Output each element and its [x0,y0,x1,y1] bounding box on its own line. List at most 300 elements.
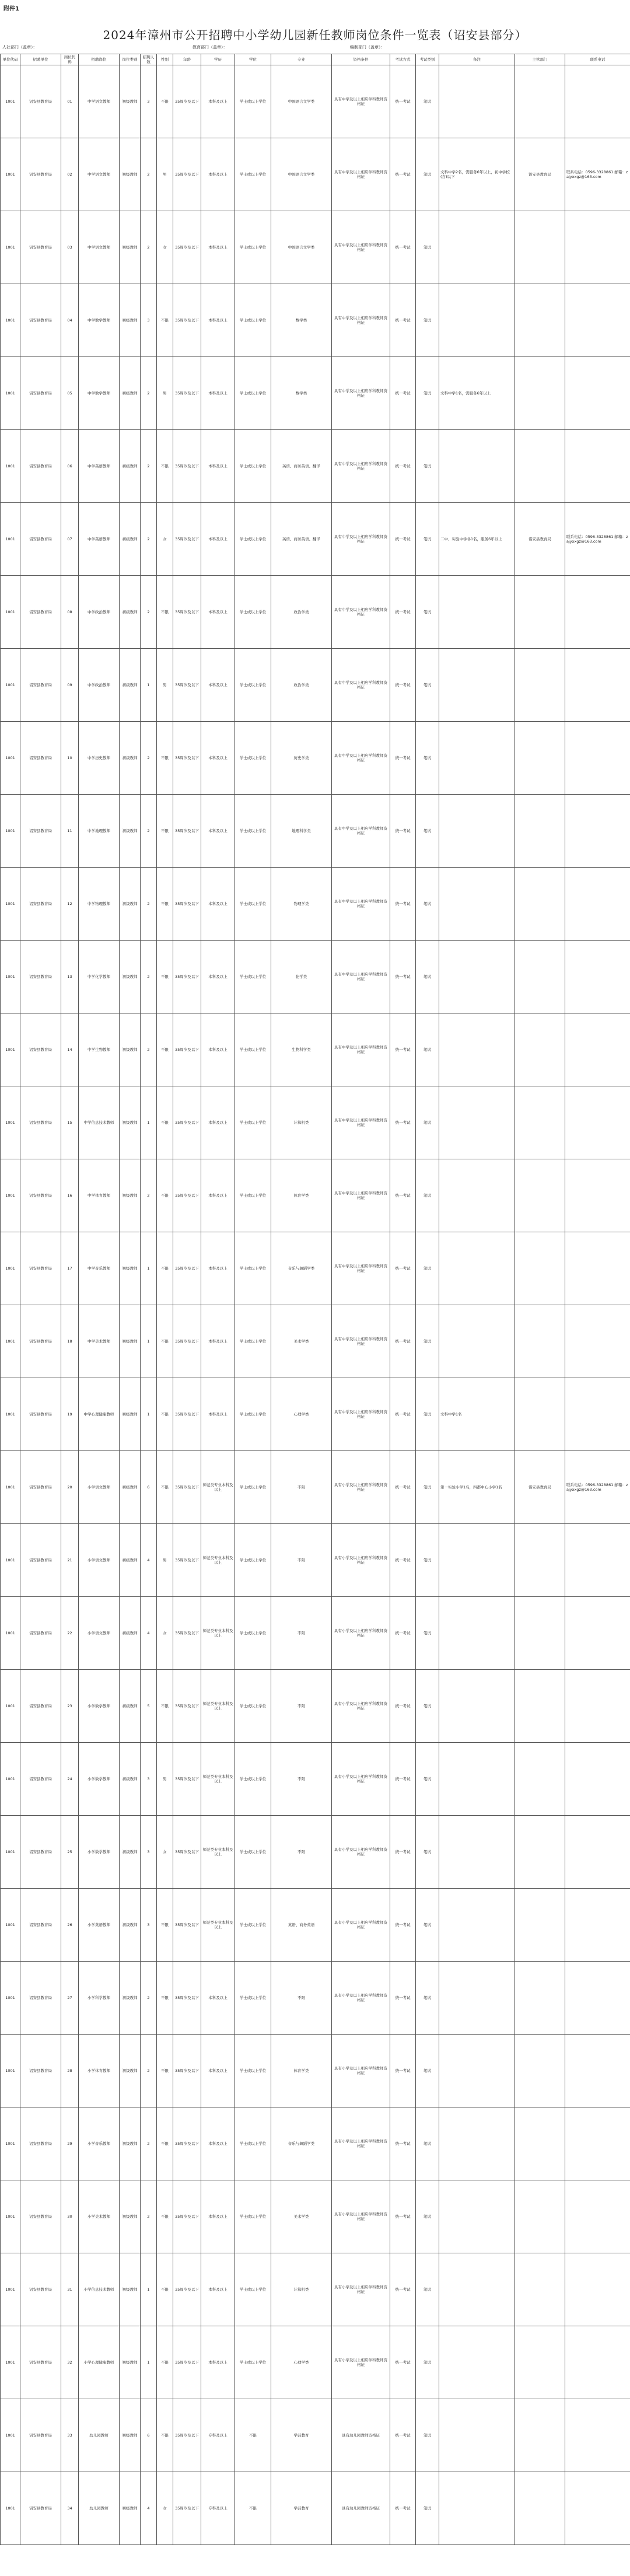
table-cell: 统一考试 [390,1524,416,1597]
table-cell: 统一考试 [390,1232,416,1305]
table-cell: 学士或以上学位 [235,430,271,503]
table-cell [565,430,630,503]
table-cell: 中学政治教师 [79,649,120,722]
table-cell: 英语、商务英语、翻译 [271,503,332,576]
table-cell [565,576,630,649]
table-cell: 笔试 [416,2180,439,2253]
table-cell: 学士或以上学位 [235,1378,271,1451]
table-cell: 初级教师 [120,649,141,722]
table-cell: 1001 [1,503,20,576]
table-row [1,2180,630,2253]
table-cell: 1001 [1,2472,20,2545]
table-cell: 幼儿园教师 [79,2472,120,2545]
table-cell: 学士或以上学位 [235,2326,271,2399]
table-cell: 诏安县教育局 [20,1524,61,1597]
table-cell: 不限 [157,1232,173,1305]
table-cell: 29 [61,2107,79,2180]
table-row [1,2399,630,2472]
table-cell: 不限 [271,1451,332,1524]
table-cell: 中学信息技术教师 [79,1086,120,1159]
table-cell: 美术学类 [271,1305,332,1378]
table-cell: 学士或以上学位 [235,1232,271,1305]
table-cell: 诏安县教育局 [20,1159,61,1232]
table-cell: 诏安县教育局 [20,649,61,722]
table-cell: 学士或以上学位 [235,2253,271,2326]
table-cell: 5 [141,1670,157,1743]
table-cell: 02 [61,138,79,211]
table-cell [439,1086,515,1159]
table-cell: 本科及以上 [201,649,235,722]
table-cell: 1001 [1,211,20,284]
table-cell: 本科及以上 [201,284,235,357]
table-cell [515,1816,565,1889]
table-cell: 3 [141,284,157,357]
table-cell: 本科及以上 [201,2035,235,2107]
table-cell: 笔试 [416,576,439,649]
table-cell: 诏安县教育局 [20,138,61,211]
table-cell: 统一考试 [390,65,416,138]
table-cell: 统一考试 [390,503,416,576]
table-cell: 诏安县教育局 [20,2472,61,2545]
table-cell: 2 [141,576,157,649]
table-cell: 本科及以上 [201,503,235,576]
table-cell [439,649,515,722]
column-header: 专业 [271,54,332,65]
table-cell: 1001 [1,284,20,357]
table-cell: 统一考试 [390,138,416,211]
table-cell: 1001 [1,795,20,868]
table-cell: 统一考试 [390,1305,416,1378]
table-cell [565,1524,630,1597]
table-cell: 35周岁及以下 [173,1305,201,1378]
table-cell: 35周岁及以下 [173,430,201,503]
table-cell: 1 [141,1232,157,1305]
table-cell: 诏安县教育局 [20,284,61,357]
table-row [1,211,630,284]
table-cell: 本科及以上 [201,1232,235,1305]
table-cell: 小学数学教师 [79,1743,120,1816]
table-cell: 2 [141,211,157,284]
staff-unit-label: 编制部门（盖章）： [350,45,385,50]
table-cell: 不限 [157,1889,173,1962]
table-cell: 诏安县教育局 [20,1013,61,1086]
table-cell: 6 [141,1451,157,1524]
table-cell [565,1743,630,1816]
table-cell: 1001 [1,2399,20,2472]
table-row [1,1159,630,1232]
table-cell: 中学数学教师 [79,284,120,357]
table-row [1,1597,630,1670]
table-cell: 具有小学及以上相应学科教师资格证 [332,2326,390,2399]
table-cell: 35周岁及以下 [173,1159,201,1232]
table-cell: 师范类专业本科及以上 [201,1451,235,1524]
position-table [0,54,630,2545]
table-cell: 12 [61,868,79,941]
table-cell: 统一考试 [390,1670,416,1743]
table-cell [515,1670,565,1743]
table-cell: 本科及以上 [201,65,235,138]
table-cell [565,1597,630,1670]
table-cell: 具有小学及以上相应学科教师资格证 [332,2253,390,2326]
table-cell: 师范类专业本科及以上 [201,1743,235,1816]
table-cell [439,795,515,868]
table-cell: 统一考试 [390,1816,416,1889]
table-cell [565,868,630,941]
table-cell: 小学数学教师 [79,1816,120,1889]
table-row [1,1013,630,1086]
table-cell [439,941,515,1013]
table-cell [515,868,565,941]
table-cell: 女 [157,2472,173,2545]
table-cell [565,2107,630,2180]
table-cell: 男 [157,1743,173,1816]
table-cell: 英语、商务英语 [271,1889,332,1962]
table-cell: 具有中学及以上相应学科教师资格证 [332,211,390,284]
table-cell: 诏安县教育局 [20,1962,61,2035]
table-cell: 本科及以上 [201,138,235,211]
table-cell: 具有小学及以上相应学科教师资格证 [332,1670,390,1743]
table-cell: 诏安县教育局 [20,941,61,1013]
table-cell [565,2180,630,2253]
table-cell: 35周岁及以下 [173,649,201,722]
table-cell: 学士或以上学位 [235,1013,271,1086]
table-cell: 女 [157,1597,173,1670]
table-cell: 19 [61,1378,79,1451]
table-cell [565,2326,630,2399]
table-cell: 地理科学类 [271,795,332,868]
table-cell: 34 [61,2472,79,2545]
table-cell: 诏安县教育局 [20,2180,61,2253]
table-cell: 学士或以上学位 [235,1889,271,1962]
table-cell: 具有中学及以上相应学科教师资格证 [332,503,390,576]
table-cell: 联系电话：0596-3328861 邮箱：zajyxxgz@163.com [565,503,630,576]
column-header: 性别 [157,54,173,65]
table-cell: 初级教师 [120,1013,141,1086]
table-cell: 具有幼儿园教师资格证 [332,2472,390,2545]
table-cell [515,2472,565,2545]
table-cell [515,649,565,722]
table-cell: 诏安县教育局 [20,2253,61,2326]
table-cell: 具有小学及以上相应学科教师资格证 [332,2180,390,2253]
table-cell: 1001 [1,430,20,503]
table-cell: 4 [141,1524,157,1597]
table-row [1,1962,630,2035]
table-cell: 中学历史教师 [79,722,120,795]
table-cell: 师范类专业本科及以上 [201,1597,235,1670]
table-row [1,2326,630,2399]
table-cell: 35周岁及以下 [173,2326,201,2399]
table-cell [515,2253,565,2326]
table-cell [565,1378,630,1451]
table-cell: 1 [141,1086,157,1159]
table-cell: 统一考试 [390,2107,416,2180]
table-row [1,2035,630,2107]
table-cell: 笔试 [416,138,439,211]
table-cell: 诏安县教育局 [20,1232,61,1305]
table-cell: 6 [141,2399,157,2472]
table-cell: 初级教师 [120,503,141,576]
table-cell: 小学体育教师 [79,2035,120,2107]
table-cell: 诏安县教育局 [20,2035,61,2107]
table-cell [565,722,630,795]
table-cell [515,722,565,795]
table-cell [439,1743,515,1816]
table-cell: 男 [157,357,173,430]
table-cell [565,2253,630,2326]
table-cell [515,2399,565,2472]
table-cell: 1001 [1,357,20,430]
table-cell: 笔试 [416,941,439,1013]
table-cell: 本科及以上 [201,1013,235,1086]
table-cell: 35周岁及以下 [173,2107,201,2180]
table-cell: 统一考试 [390,1378,416,1451]
table-cell: 1001 [1,1305,20,1378]
table-cell: 初级教师 [120,2035,141,2107]
table-cell: 1 [141,2326,157,2399]
table-cell: 小学语文教师 [79,1524,120,1597]
table-cell: 初级教师 [120,1378,141,1451]
table-cell: 统一考试 [390,1086,416,1159]
table-cell [439,211,515,284]
column-header: 学历 [201,54,235,65]
table-cell [439,2253,515,2326]
table-cell: 35周岁及以下 [173,1232,201,1305]
table-cell: 本科及以上 [201,2180,235,2253]
table-cell: 1 [141,1378,157,1451]
column-header: 招聘单位 [20,54,61,65]
table-cell: 35周岁及以下 [173,138,201,211]
table-cell: 初级教师 [120,2472,141,2545]
table-cell: 具有中学及以上相应学科教师资格证 [332,1086,390,1159]
table-cell: 专科及以上 [201,2472,235,2545]
table-cell: 23 [61,1670,79,1743]
table-cell: 本科及以上 [201,2107,235,2180]
table-cell: 诏安县教育局 [20,1378,61,1451]
table-cell: 笔试 [416,649,439,722]
table-cell [439,2472,515,2545]
table-cell [565,357,630,430]
table-cell [515,1378,565,1451]
table-cell: 35周岁及以下 [173,284,201,357]
table-cell: 诏安县教育局 [20,65,61,138]
table-cell [515,1889,565,1962]
column-header: 资格条件 [332,54,390,65]
table-cell: 笔试 [416,357,439,430]
table-cell: 学士或以上学位 [235,211,271,284]
table-cell: 统一考试 [390,2472,416,2545]
table-cell: 具有小学及以上相应学科教师资格证 [332,2107,390,2180]
table-cell: 2 [141,430,157,503]
table-cell [439,284,515,357]
table-cell: 统一考试 [390,2326,416,2399]
table-cell: 统一考试 [390,1159,416,1232]
table-cell: 统一考试 [390,649,416,722]
table-cell [439,1597,515,1670]
table-row [1,2472,630,2545]
table-cell: 本科及以上 [201,868,235,941]
table-cell: 不限 [157,1962,173,2035]
table-cell: 09 [61,649,79,722]
table-cell [439,2326,515,2399]
table-cell: 学士或以上学位 [235,1524,271,1597]
table-cell: 中学心理健康教师 [79,1378,120,1451]
table-cell: 01 [61,65,79,138]
table-cell: 诏安县教育局 [20,1305,61,1378]
table-cell: 诏安县教育局 [20,2107,61,2180]
table-cell: 不限 [271,1743,332,1816]
table-cell: 笔试 [416,211,439,284]
table-cell: 35周岁及以下 [173,1962,201,2035]
table-cell: 生物科学类 [271,1013,332,1086]
table-cell: 初级教师 [120,430,141,503]
table-cell: 统一考试 [390,2035,416,2107]
table-cell: 07 [61,503,79,576]
table-cell: 1 [141,649,157,722]
table-cell: 11 [61,795,79,868]
table-cell: 35周岁及以下 [173,2399,201,2472]
table-cell: 20 [61,1451,79,1524]
table-cell: 诏安县教育局 [20,1597,61,1670]
table-row [1,284,630,357]
table-cell: 小学音乐教师 [79,2107,120,2180]
table-cell [515,211,565,284]
table-cell: 学前教育 [271,2399,332,2472]
table-cell: 24 [61,1743,79,1816]
table-cell: 具有幼儿园教师资格证 [332,2399,390,2472]
table-cell: 具有小学及以上相应学科教师资格证 [332,1743,390,1816]
table-row [1,138,630,211]
table-row [1,65,630,138]
table-cell: 小学科学教师 [79,1962,120,2035]
table-cell: 05 [61,357,79,430]
table-cell [439,65,515,138]
table-cell [439,2107,515,2180]
table-cell [515,1232,565,1305]
table-cell: 诏安县教育局 [20,430,61,503]
table-cell: 小学英语教师 [79,1889,120,1962]
table-cell: 初级教师 [120,138,141,211]
table-cell [515,1743,565,1816]
table-cell: 笔试 [416,503,439,576]
table-cell: 具有小学及以上相应学科教师资格证 [332,1889,390,1962]
table-cell: 不限 [235,2399,271,2472]
table-cell: 数学类 [271,357,332,430]
table-cell [565,1013,630,1086]
table-cell: 政治学类 [271,576,332,649]
table-cell: 3 [141,1743,157,1816]
table-cell [565,2399,630,2472]
table-cell: 英语、商务英语、翻译 [271,430,332,503]
table-cell: 学士或以上学位 [235,868,271,941]
table-cell: 具有中学及以上相应学科教师资格证 [332,1159,390,1232]
table-row [1,1086,630,1159]
table-cell: 2 [141,1159,157,1232]
table-cell: 初级教师 [120,868,141,941]
table-cell: 笔试 [416,1305,439,1378]
table-cell: 具有小学及以上相应学科教师资格证 [332,1451,390,1524]
table-cell [439,1159,515,1232]
table-cell: 16 [61,1159,79,1232]
table-row [1,941,630,1013]
table-cell: 2 [141,2035,157,2107]
table-cell: 35周岁及以下 [173,1524,201,1597]
page-title: 2024年漳州市公开招聘中小学幼儿园新任教师岗位条件一览表（诏安县部分） [103,28,527,42]
table-cell: 初级教师 [120,1086,141,1159]
table-cell: 诏安县教育局 [20,503,61,576]
table-cell: 本科及以上 [201,1086,235,1159]
table-cell: 35周岁及以下 [173,1670,201,1743]
table-cell: 初级教师 [120,795,141,868]
table-cell: 学士或以上学位 [235,795,271,868]
table-cell: 不限 [157,576,173,649]
unit-stamp-line [0,44,630,53]
table-cell: 具有小学及以上相应学科教师资格证 [332,1524,390,1597]
table-cell: 中学数学教师 [79,357,120,430]
table-cell: 中学地理教师 [79,795,120,868]
table-cell: 初级教师 [120,2253,141,2326]
table-cell [515,1159,565,1232]
table-row [1,1524,630,1597]
table-cell: 35周岁及以下 [173,503,201,576]
table-cell: 1001 [1,2253,20,2326]
table-cell: 统一考试 [390,576,416,649]
table-cell: 中学政治教师 [79,576,120,649]
table-cell: 不限 [157,1305,173,1378]
table-cell: 幼儿园教师 [79,2399,120,2472]
table-cell [565,284,630,357]
table-cell: 学士或以上学位 [235,576,271,649]
table-cell: 1001 [1,1889,20,1962]
table-cell: 体育学类 [271,2035,332,2107]
table-cell [565,1889,630,1962]
table-cell: 诏安县教育局 [20,576,61,649]
column-header: 备注 [439,54,515,65]
table-cell: 诏安县教育局 [20,1086,61,1159]
table-cell: 师范类专业本科及以上 [201,1816,235,1889]
edu-unit-label: 教育部门（盖章）： [192,45,228,50]
table-cell: 2 [141,795,157,868]
table-body [1,65,630,2545]
table-cell: 诏安县教育局 [20,2399,61,2472]
table-cell: 学士或以上学位 [235,2180,271,2253]
table-cell: 音乐与舞蹈学类 [271,1232,332,1305]
table-cell: 不限 [157,284,173,357]
table-cell [565,941,630,1013]
table-row [1,868,630,941]
table-cell: 诏安县教育局 [20,1451,61,1524]
table-row [1,1232,630,1305]
table-cell [515,2107,565,2180]
table-cell: 21 [61,1524,79,1597]
table-cell: 初级教师 [120,2180,141,2253]
table-cell: 35周岁及以下 [173,1597,201,1670]
table-cell: 35周岁及以下 [173,1086,201,1159]
table-cell: 中学英语教师 [79,430,120,503]
table-cell: 17 [61,1232,79,1305]
table-cell: 学士或以上学位 [235,941,271,1013]
table-cell: 35周岁及以下 [173,65,201,138]
table-cell: 美术学类 [271,2180,332,2253]
table-cell: 笔试 [416,1378,439,1451]
table-cell: 2 [141,941,157,1013]
table-cell: 本科及以上 [201,941,235,1013]
table-cell [515,576,565,649]
table-cell: 1001 [1,1232,20,1305]
table-cell: 13 [61,941,79,1013]
table-cell: 中学语文教师 [79,65,120,138]
table-cell: 中学生物教师 [79,1013,120,1086]
table-cell: 不限 [157,1670,173,1743]
